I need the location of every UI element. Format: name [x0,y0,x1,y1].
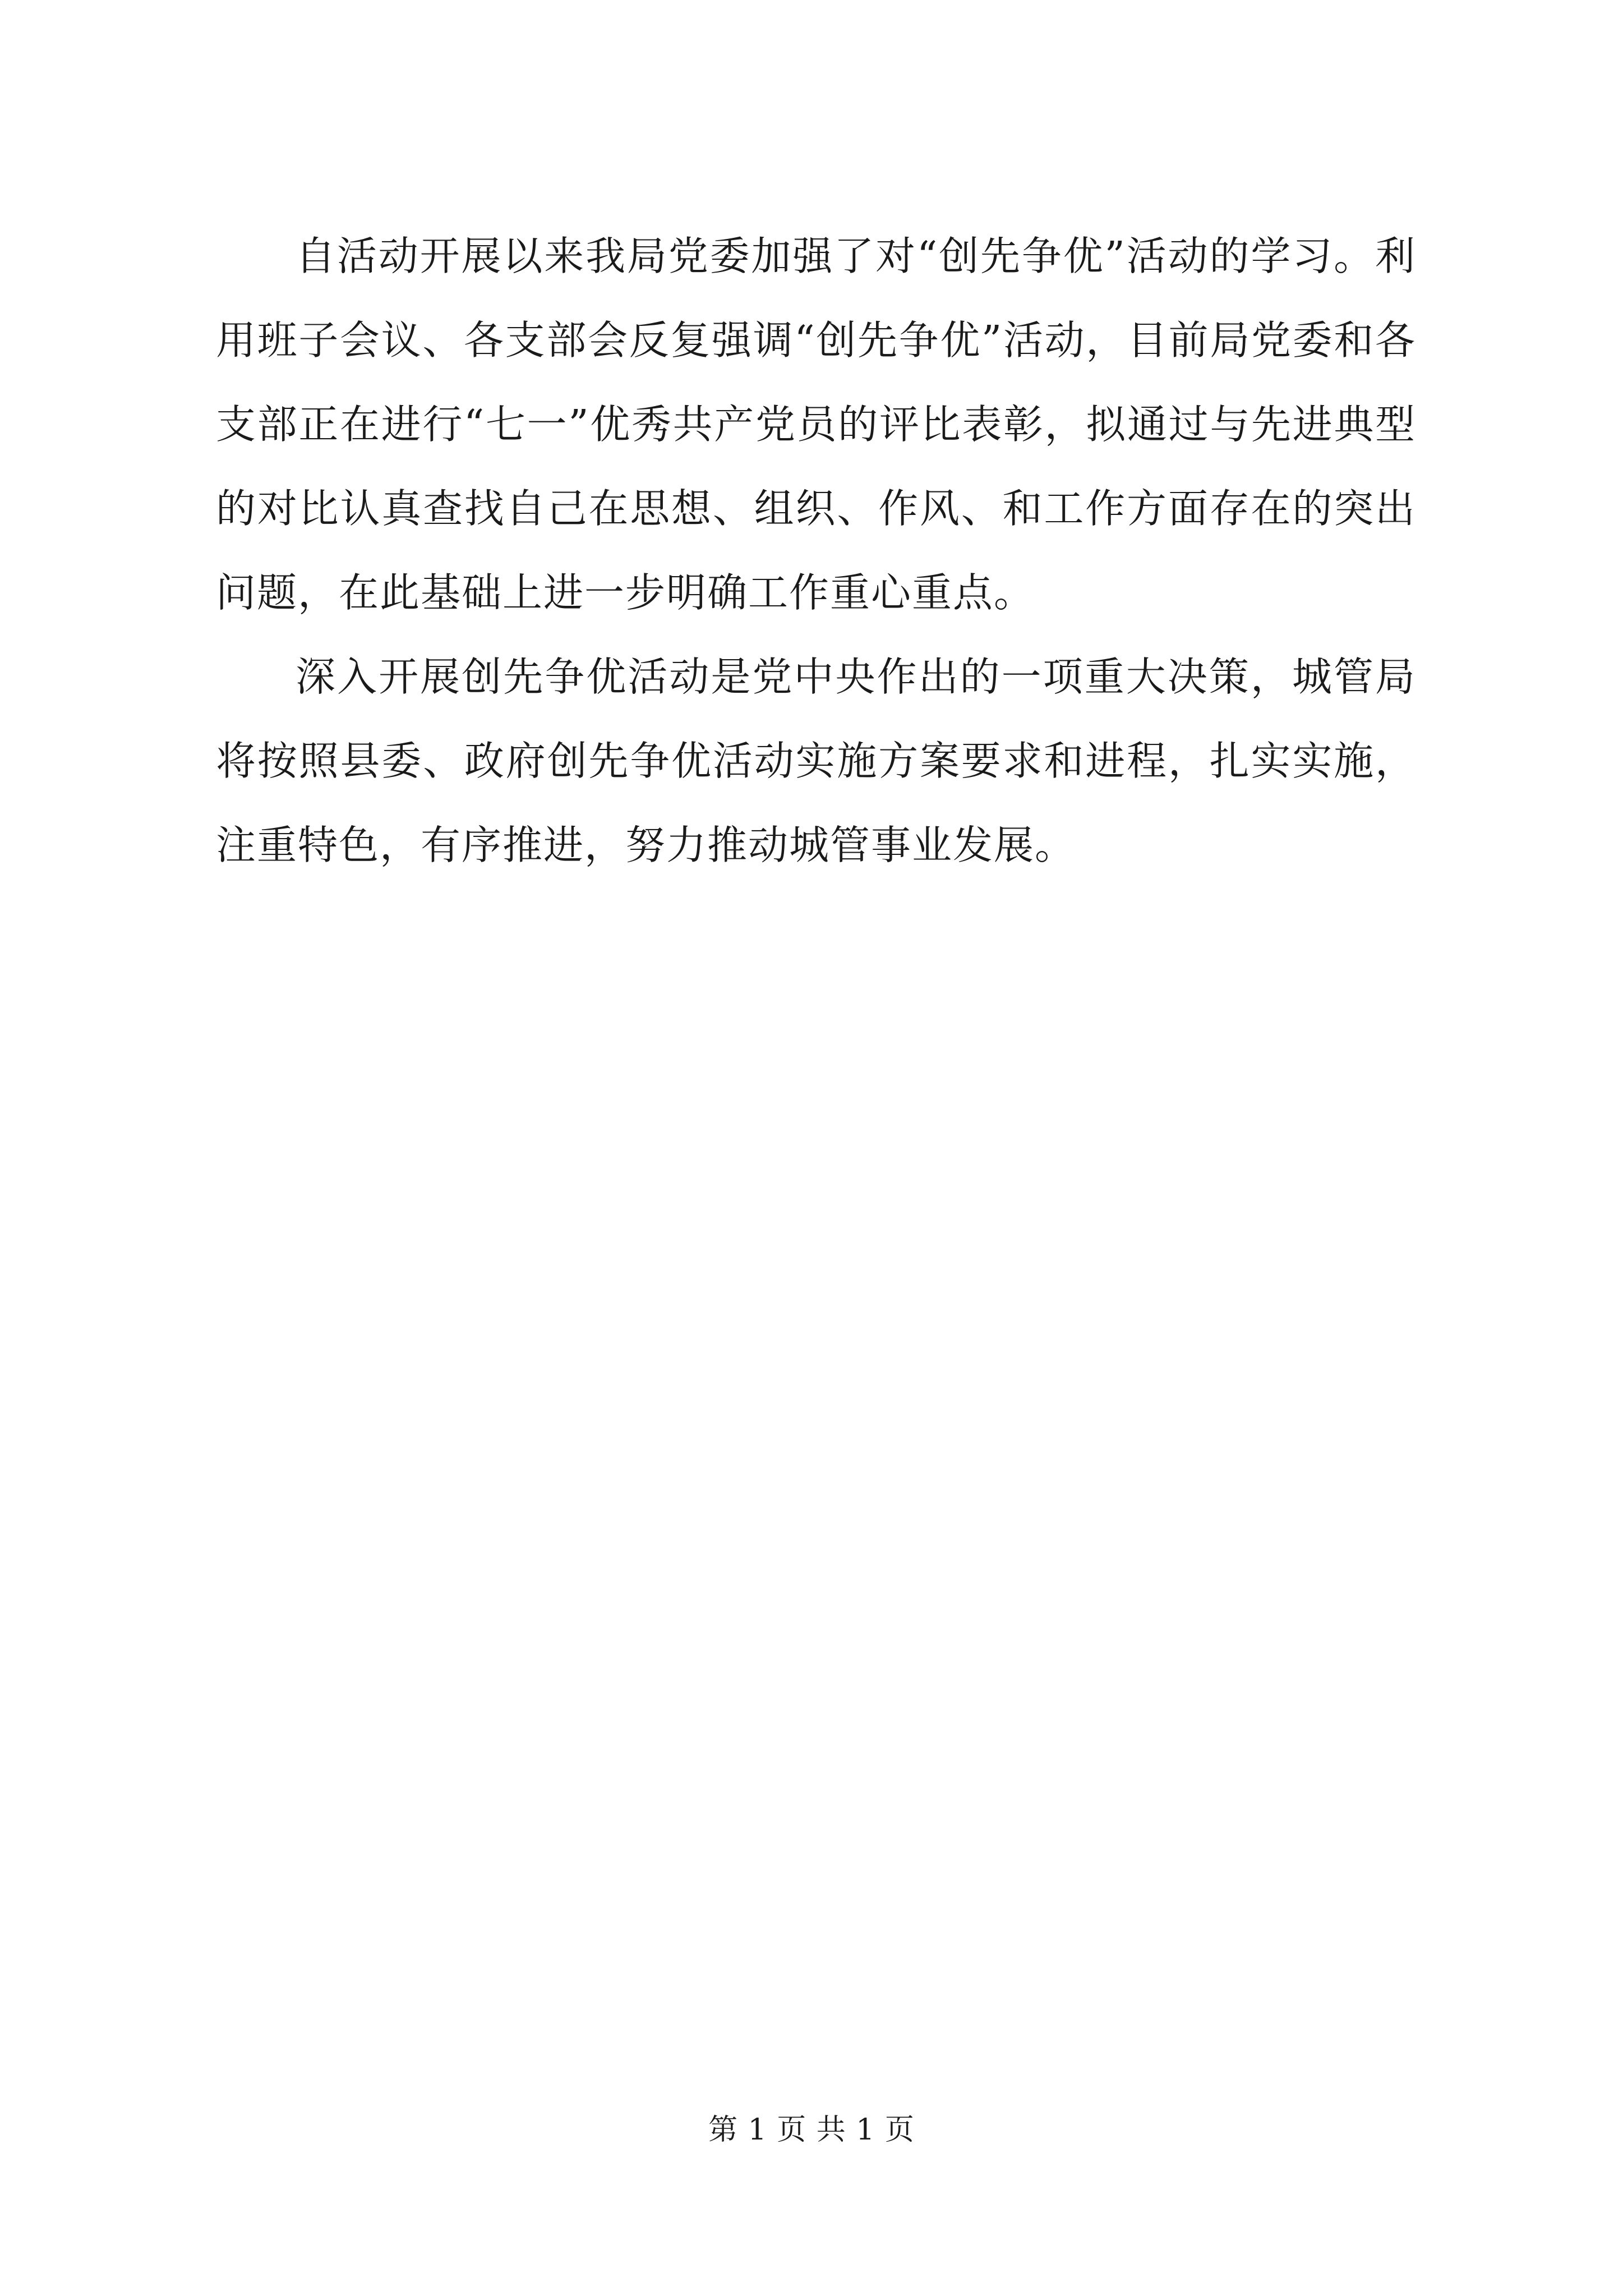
document-body [216,214,1416,887]
paragraph-1: 自活动开展以来我局党委加强了对“创先争优”活动的学习。利用班子会议、各支部会反复强调“创先争优”活动，目前局党委和各支部正在进行“七一”优秀共产党员的评比表彰，拟通过与先进典型的对比认真查找自己在思想、组织、作风、和工作方面存在的突出问题，在此基础上进一步明确工作重心重点。 [216,233,1416,616]
paragraph-2: 深入开展创先争优活动是党中央作出的一项重大决策，城管局将按照县委、政府创先争优活动实施方案要求和进程，扎实实施，注重特色，有序推进，努力推动城管事业发展。 [216,654,1416,868]
page-footer: 第 1 页 共 1 页 [708,2113,915,2147]
